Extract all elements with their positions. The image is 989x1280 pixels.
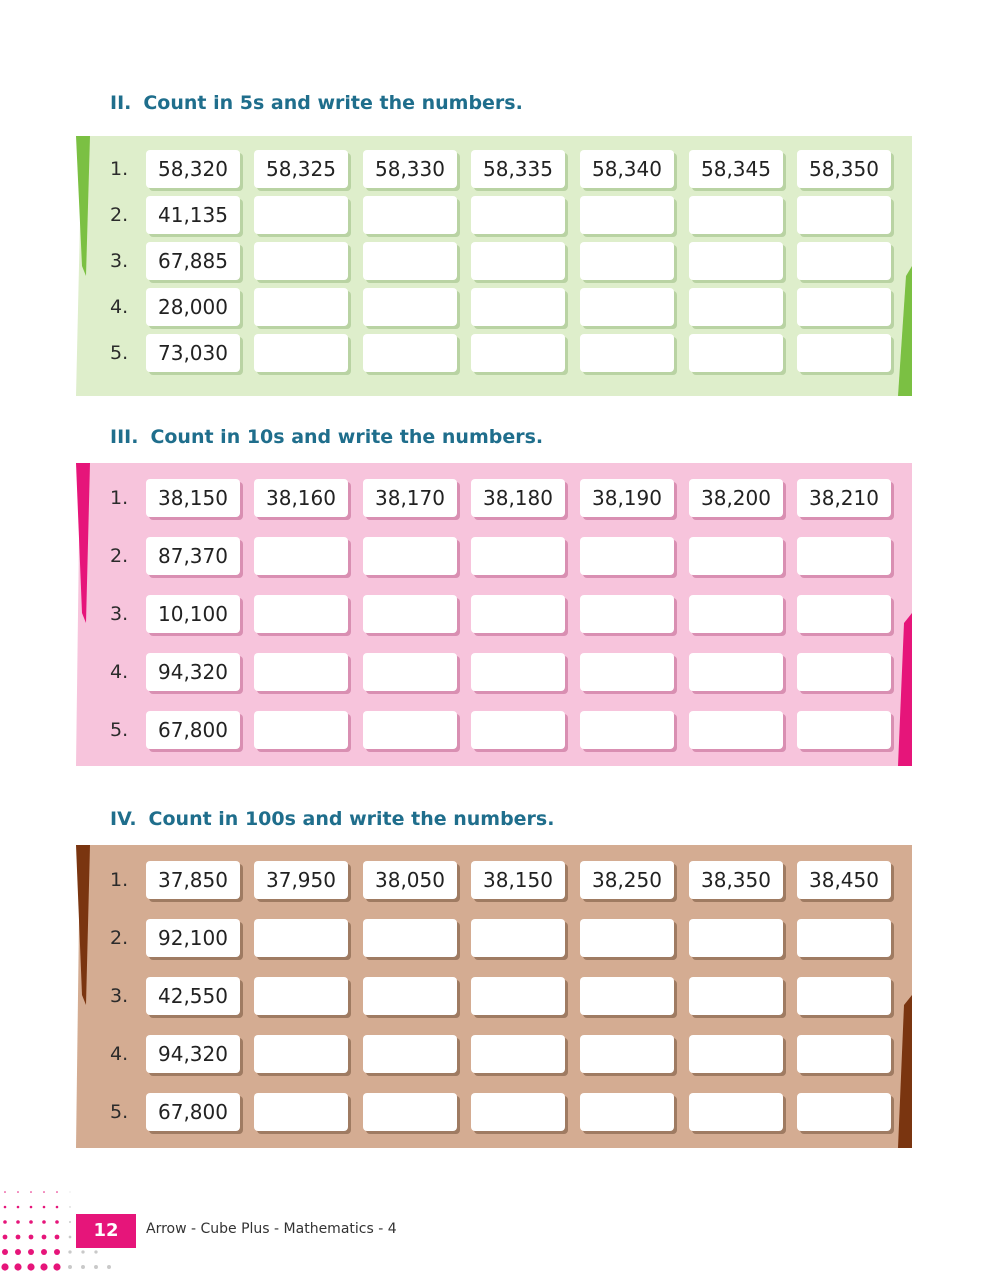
answer-box[interactable] (689, 1035, 783, 1073)
answer-box[interactable] (254, 977, 348, 1015)
start-number-box: 41,135 (146, 196, 240, 234)
table-row (76, 709, 912, 751)
table-row (76, 535, 912, 577)
answer-box[interactable] (471, 334, 565, 372)
answer-box[interactable] (471, 288, 565, 326)
row-number: 5. (110, 719, 129, 741)
answer-box[interactable] (797, 288, 891, 326)
number-box: 58,330 (363, 150, 457, 188)
start-number-box: 67,885 (146, 242, 240, 280)
answer-box[interactable] (797, 653, 891, 691)
row-number: 4. (110, 661, 129, 683)
row-number: 5. (110, 1101, 129, 1123)
answer-box[interactable] (254, 595, 348, 633)
section-4-roman: IV. (110, 808, 137, 830)
table-row (76, 1033, 912, 1075)
answer-box[interactable] (363, 242, 457, 280)
answer-box[interactable] (363, 711, 457, 749)
answer-box[interactable] (471, 977, 565, 1015)
answer-box[interactable] (580, 537, 674, 575)
number-box: 58,335 (471, 150, 565, 188)
answer-box[interactable] (363, 919, 457, 957)
number-box: 38,180 (471, 479, 565, 517)
answer-box[interactable] (363, 196, 457, 234)
answer-box[interactable] (797, 977, 891, 1015)
answer-box[interactable] (580, 334, 674, 372)
answer-box[interactable] (689, 1093, 783, 1131)
number-box: 38,250 (580, 861, 674, 899)
answer-box[interactable] (580, 1093, 674, 1131)
start-number-box: 37,850 (146, 861, 240, 899)
start-number-box: 67,800 (146, 1093, 240, 1131)
number-box: 38,170 (363, 479, 457, 517)
row-number: 5. (110, 342, 129, 364)
start-number-box: 94,320 (146, 1035, 240, 1073)
answer-box[interactable] (689, 653, 783, 691)
start-number-box: 94,320 (146, 653, 240, 691)
answer-box[interactable] (254, 919, 348, 957)
answer-box[interactable] (471, 711, 565, 749)
start-number-box: 10,100 (146, 595, 240, 633)
answer-box[interactable] (471, 196, 565, 234)
table-row (76, 332, 912, 374)
section-3-title: Count in 10s and write the numbers. (150, 426, 544, 448)
row-number: 2. (110, 545, 129, 567)
row-number: 2. (110, 204, 129, 226)
page-number: 12 (76, 1214, 136, 1248)
table-row (76, 477, 912, 519)
row-number: 4. (110, 1043, 129, 1065)
footer-text: Arrow - Cube Plus - Mathematics - 4 (146, 1221, 397, 1237)
table-row (76, 593, 912, 635)
section-2-title: Count in 5s and write the numbers. (143, 92, 523, 114)
row-number: 1. (110, 487, 129, 509)
row-number: 4. (110, 296, 129, 318)
start-number-box: 73,030 (146, 334, 240, 372)
answer-box[interactable] (689, 595, 783, 633)
answer-box[interactable] (363, 537, 457, 575)
answer-box[interactable] (580, 711, 674, 749)
answer-box[interactable] (689, 537, 783, 575)
section-2-roman: II. (110, 92, 132, 114)
row-number: 2. (110, 927, 129, 949)
answer-box[interactable] (797, 334, 891, 372)
start-number-box: 67,800 (146, 711, 240, 749)
answer-box[interactable] (797, 1035, 891, 1073)
number-box: 58,350 (797, 150, 891, 188)
answer-box[interactable] (797, 919, 891, 957)
answer-box[interactable] (254, 196, 348, 234)
section-4-title: Count in 100s and write the numbers. (148, 808, 555, 830)
answer-box[interactable] (471, 595, 565, 633)
answer-box[interactable] (689, 977, 783, 1015)
table-row (76, 240, 912, 282)
answer-box[interactable] (580, 595, 674, 633)
table-row (76, 859, 912, 901)
answer-box[interactable] (363, 595, 457, 633)
answer-box[interactable] (471, 653, 565, 691)
table-row (76, 194, 912, 236)
number-box: 38,160 (254, 479, 348, 517)
answer-box[interactable] (363, 1035, 457, 1073)
section-3-heading (110, 426, 543, 448)
answer-box[interactable] (254, 334, 348, 372)
answer-box[interactable] (363, 288, 457, 326)
number-box: 38,050 (363, 861, 457, 899)
section-2-heading (110, 92, 523, 114)
row-number: 1. (110, 158, 129, 180)
number-box: 58,345 (689, 150, 783, 188)
row-number: 3. (110, 603, 129, 625)
answer-box[interactable] (689, 711, 783, 749)
section-2-panel (76, 136, 912, 396)
answer-box[interactable] (363, 653, 457, 691)
answer-box[interactable] (797, 1093, 891, 1131)
number-box: 38,350 (689, 861, 783, 899)
table-row (76, 148, 912, 190)
table-row (76, 1091, 912, 1133)
answer-box[interactable] (254, 711, 348, 749)
table-row (76, 286, 912, 328)
answer-box[interactable] (254, 653, 348, 691)
number-box: 38,150 (471, 861, 565, 899)
answer-box[interactable] (471, 1035, 565, 1073)
answer-box[interactable] (254, 288, 348, 326)
number-box: 38,200 (689, 479, 783, 517)
answer-box[interactable] (580, 653, 674, 691)
answer-box[interactable] (797, 196, 891, 234)
answer-box[interactable] (580, 242, 674, 280)
number-box: 38,210 (797, 479, 891, 517)
answer-box[interactable] (797, 537, 891, 575)
answer-box[interactable] (797, 242, 891, 280)
row-number: 3. (110, 250, 129, 272)
answer-box[interactable] (689, 242, 783, 280)
answer-box[interactable] (580, 919, 674, 957)
answer-box[interactable] (797, 711, 891, 749)
start-number-box: 58,320 (146, 150, 240, 188)
row-number: 3. (110, 985, 129, 1007)
answer-box[interactable] (580, 977, 674, 1015)
answer-box[interactable] (254, 1093, 348, 1131)
section-3-panel (76, 463, 912, 766)
start-number-box: 92,100 (146, 919, 240, 957)
answer-box[interactable] (254, 242, 348, 280)
start-number-box: 42,550 (146, 977, 240, 1015)
number-box: 58,340 (580, 150, 674, 188)
number-box: 37,950 (254, 861, 348, 899)
answer-box[interactable] (363, 977, 457, 1015)
section-3-roman: III. (110, 426, 139, 448)
section-4-panel (76, 845, 912, 1148)
answer-box[interactable] (471, 919, 565, 957)
number-box: 38,190 (580, 479, 674, 517)
row-number: 1. (110, 869, 129, 891)
number-box: 38,450 (797, 861, 891, 899)
answer-box[interactable] (254, 1035, 348, 1073)
answer-box[interactable] (797, 595, 891, 633)
start-number-box: 28,000 (146, 288, 240, 326)
answer-box[interactable] (580, 196, 674, 234)
answer-box[interactable] (580, 288, 674, 326)
answer-box[interactable] (689, 288, 783, 326)
table-row (76, 651, 912, 693)
answer-box[interactable] (471, 1093, 565, 1131)
answer-box[interactable] (471, 537, 565, 575)
table-row (76, 917, 912, 959)
answer-box[interactable] (689, 334, 783, 372)
answer-box[interactable] (363, 334, 457, 372)
number-box: 58,325 (254, 150, 348, 188)
answer-box[interactable] (254, 537, 348, 575)
answer-box[interactable] (580, 1035, 674, 1073)
section-4-heading (110, 808, 554, 830)
answer-box[interactable] (363, 1093, 457, 1131)
start-number-box: 87,370 (146, 537, 240, 575)
table-row (76, 975, 912, 1017)
answer-box[interactable] (689, 196, 783, 234)
answer-box[interactable] (471, 242, 565, 280)
start-number-box: 38,150 (146, 479, 240, 517)
answer-box[interactable] (689, 919, 783, 957)
